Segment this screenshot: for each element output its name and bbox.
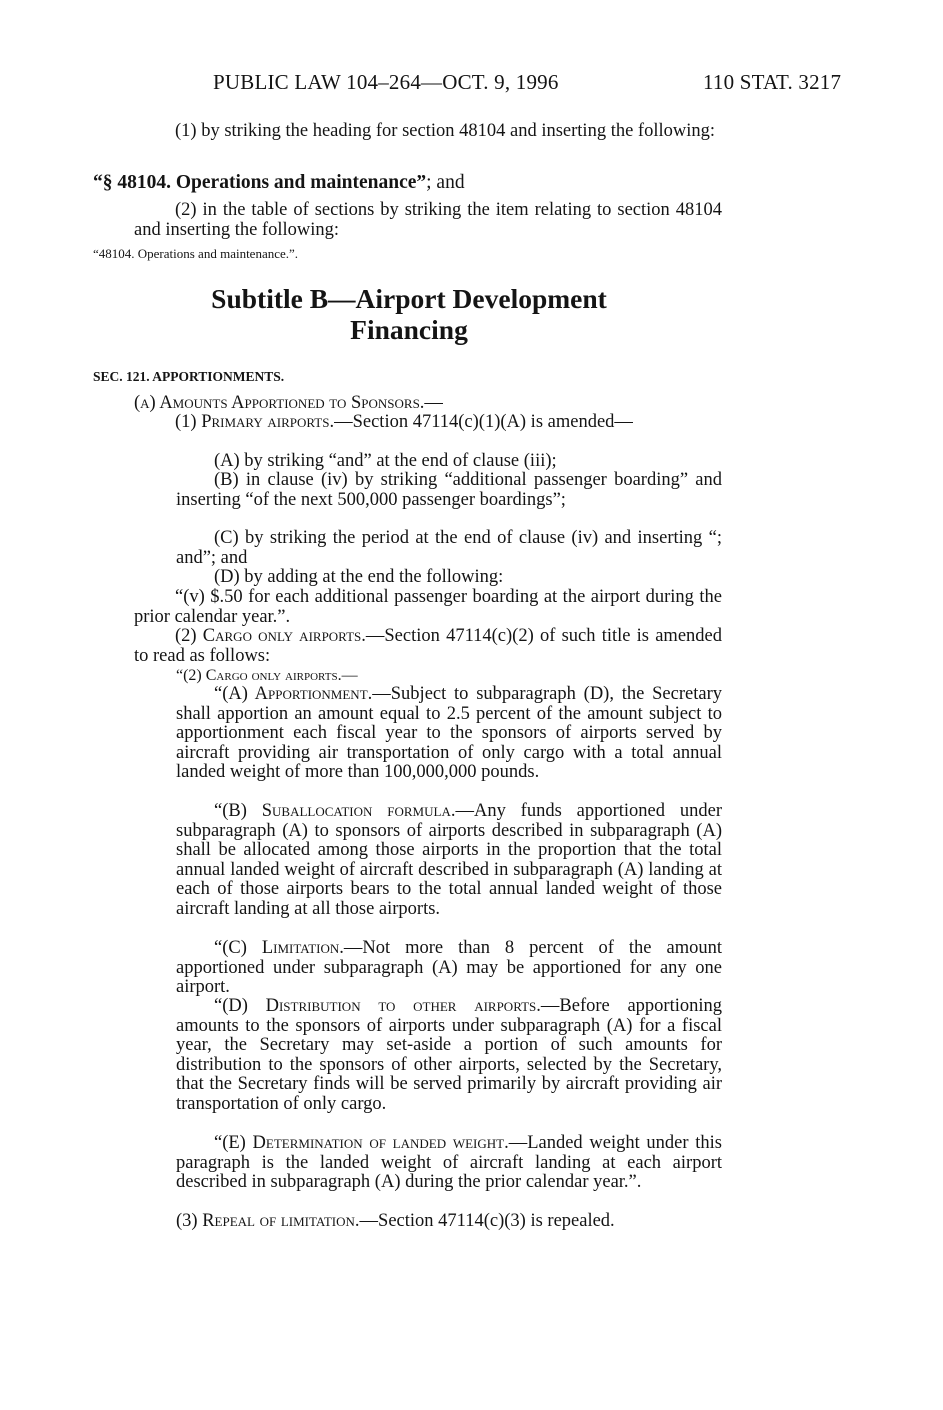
quoted-subparagraph-A <box>176 685 722 783</box>
paragraph-2: (2) in the table of sections by striking the item relating to section 48104 and inserting the following: <box>134 200 722 240</box>
quoted-C-text: Not more than 8 percent of the amount apportioned under subparagraph (A) may be apportioned for any one airport. <box>176 938 722 997</box>
subtitle-line-1: Subtitle B—Airport Development <box>211 283 607 314</box>
quoted-paragraph-2-heading: “(2) Cargo only airports.— <box>176 667 358 684</box>
paragraph-a1 <box>134 413 722 433</box>
section-heading-rest: ; and <box>426 172 465 193</box>
quoted-subparagraph-D <box>176 997 722 1114</box>
paragraph-a1-label: (1) Primary airports.— <box>175 412 353 432</box>
subsection-a-heading-text: (a) Amounts Apportioned to Sponsors.— <box>134 393 443 413</box>
quoted-D-label: “(D) Distribution to other airports.— <box>214 996 560 1016</box>
clause-v: “(v) $.50 for each additional passenger boarding at the airport during the prior calendar year.”. <box>134 587 722 627</box>
paragraph-a3 <box>176 1212 615 1232</box>
section-heading-bold: “§ 48104. Operations and maintenance” <box>93 172 427 193</box>
clause-C: (C) by striking the period at the end of clause (iv) and inserting “; and”; and <box>176 528 722 568</box>
page-stat-number: 110 STAT. 3217 <box>703 70 842 94</box>
subsection-a-heading <box>134 394 443 414</box>
subtitle-heading <box>134 283 684 345</box>
paragraph-a2-text: Section 47114(c)(2) of such title is amended to read as follows: <box>134 626 722 666</box>
paragraph-a3-text: Section 47114(c)(3) is repealed. <box>378 1211 615 1231</box>
quoted-subparagraph-C <box>176 939 722 998</box>
section-title: SEC. 121. APPORTIONMENTS. <box>93 369 285 384</box>
quoted-A-label: “(A) Apportionment.— <box>214 684 391 704</box>
quoted-A-text: Subject to subparagraph (D), the Secretary shall apportion an amount equal to 2.5 percent of the amount subject to apportionment each fiscal year to the sponsors of airports served by aircraft providing air transportation of only cargo with a total annual landed weight of more than 100,000,000 pounds. <box>176 684 722 782</box>
quoted-subparagraph-B <box>176 802 722 919</box>
paragraph-a3-label: (3) Repeal of limitation.— <box>176 1211 379 1231</box>
clause-B: (B) in clause (iv) by striking “additional passenger boarding” and inserting “of the next 500,000 passenger boardings”; <box>176 470 722 510</box>
quoted-B-label: “(B) Suballocation formula.— <box>214 801 474 821</box>
section-heading-48104 <box>93 172 465 194</box>
clause-A: (A) by striking “and” at the end of clause (iii); <box>214 451 557 471</box>
table-of-sections-item: “48104. Operations and maintenance.”. <box>93 246 299 261</box>
subtitle-line-2: Financing <box>350 314 468 345</box>
clause-D: (D) by adding at the end the following: <box>214 567 504 587</box>
paragraph-1: (1) by striking the heading for section 48104 and inserting the following: <box>175 121 715 141</box>
paragraph-a2-label: (2) Cargo only airports.— <box>175 626 385 646</box>
paragraph-a1-text: Section 47114(c)(1)(A) is amended— <box>352 412 633 432</box>
running-header-left: PUBLIC LAW 104–264—OCT. 9, 1996 <box>213 70 559 94</box>
quoted-E-text: Landed weight under this paragraph is the landed weight of aircraft landing at each airport described in subparagraph (A) during the prior calendar year.”. <box>176 1133 722 1192</box>
quoted-B-text: Any funds apportioned under subparagraph (A) to sponsors of airports described in subparagraph (A) shall be allocated among those airports in the proportion that the total annual landed weight of aircraft described in subparagraph (A) landing at each of those airports bears to the total annual landed weight of those aircraft landing at all those airports. <box>176 801 722 919</box>
quoted-subparagraph-E <box>176 1134 722 1193</box>
quoted-C-label: “(C) Limitation.— <box>214 938 363 958</box>
quoted-D-text: Before apportioning amounts to the sponsors of airports under subparagraph (A) for a fiscal year, the Secretary may set-aside a portion of such amounts for distribution to the sponsors of other airports, selected by the Secretary, that the Secretary finds will be served primarily by aircraft providing air transportation of only cargo. <box>176 996 722 1114</box>
paragraph-a2 <box>134 627 722 666</box>
quoted-E-label: “(E) Determination of landed weight.— <box>214 1133 528 1153</box>
